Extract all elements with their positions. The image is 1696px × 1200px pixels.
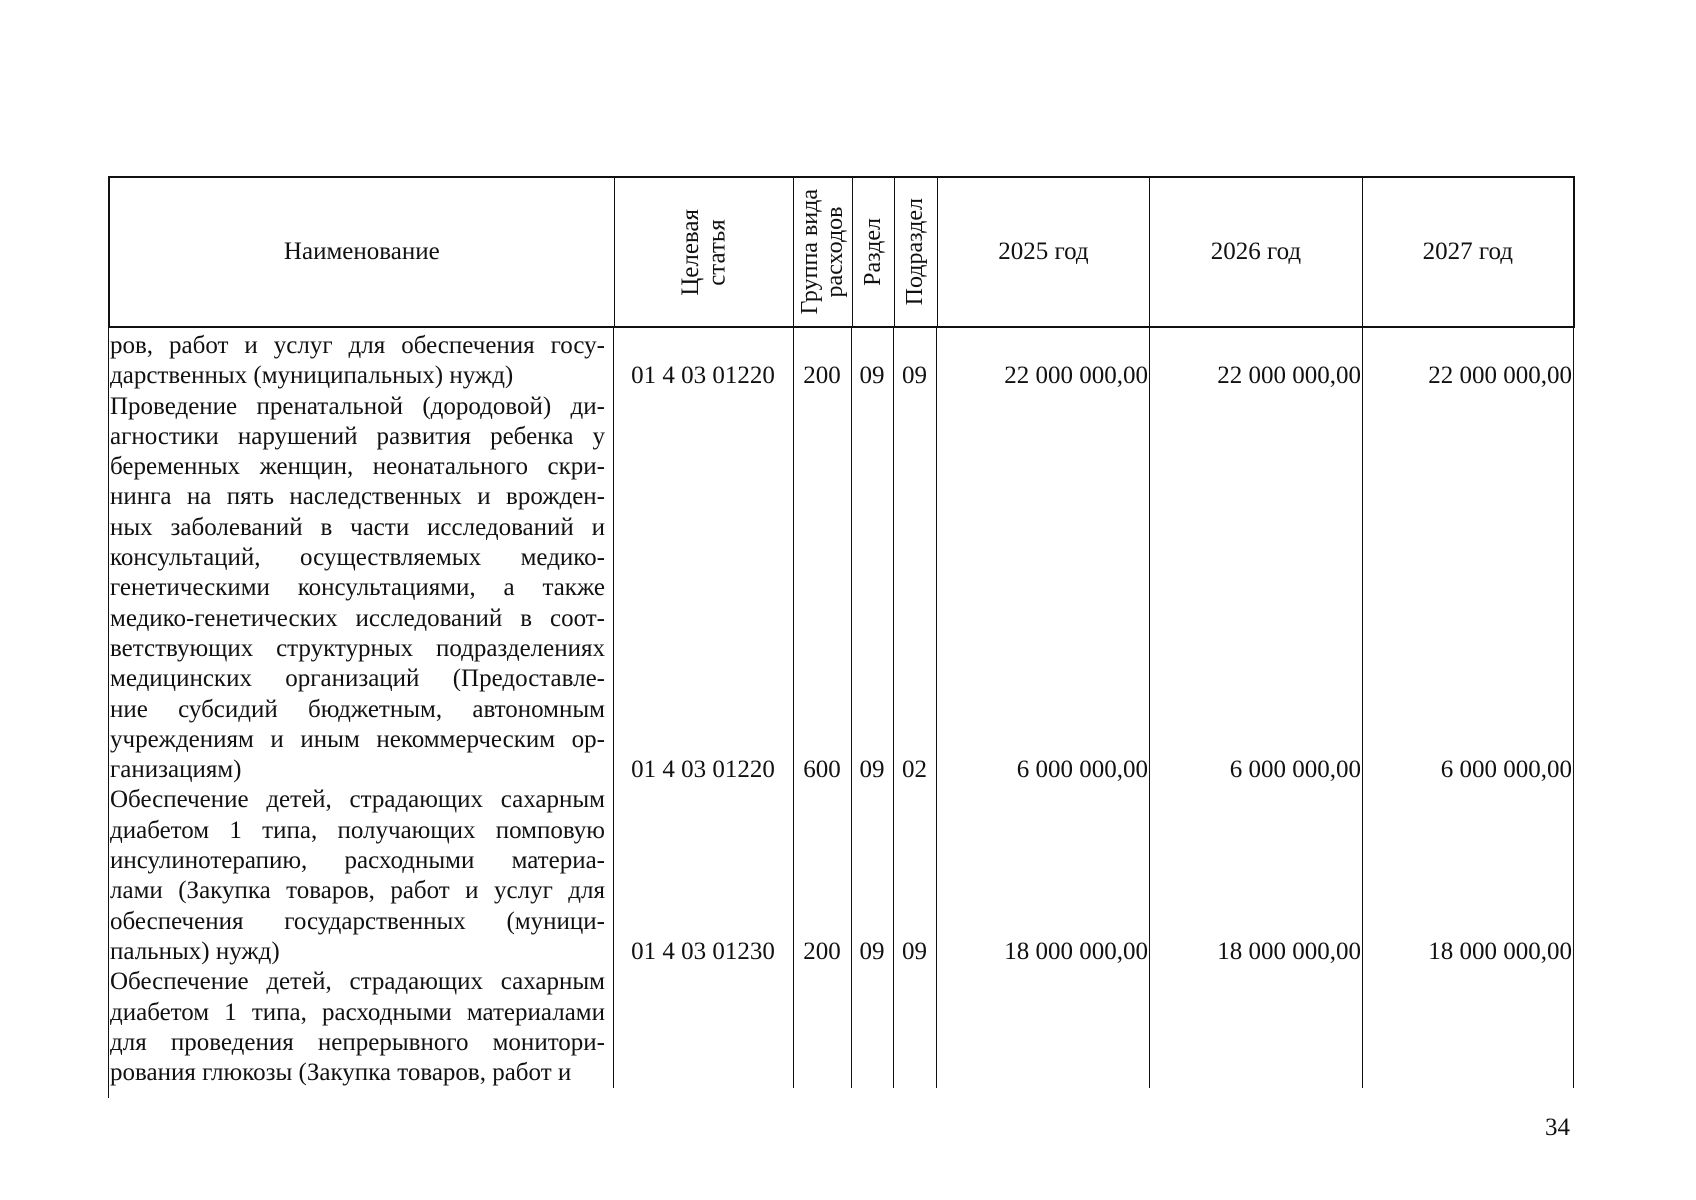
- section-cell: 09: [859, 756, 885, 784]
- col-rule-7: [1362, 328, 1363, 1088]
- col-rule-left: [108, 328, 109, 1098]
- name-line: инсулинотерапию, расходными материа-: [110, 847, 605, 875]
- name-column: [110, 331, 605, 1088]
- header-subsection: [895, 178, 938, 326]
- amount-2025-cell: 18 000 000,00: [1004, 938, 1148, 965]
- header-year-2027: [1363, 178, 1573, 326]
- name-line: медицинских организаций (Предоставле-: [110, 665, 605, 693]
- subsection-cell: 09: [902, 938, 927, 965]
- amount-2025-cell: 6 000 000,00: [1016, 756, 1148, 784]
- amount-2025-cell: 22 000 000,00: [1004, 362, 1148, 390]
- header-year-2026-text: 2026 год: [1210, 237, 1302, 265]
- name-line: Обеспечение детей, страдающих сахарным: [110, 786, 605, 814]
- table-header: [108, 176, 1575, 328]
- col-rule-3: [851, 328, 852, 1088]
- amount-2027-cell: 6 000 000,00: [1440, 756, 1572, 784]
- name-line: медико-генетических исследований в соот-: [110, 604, 605, 632]
- section-cell: 09: [859, 938, 885, 965]
- name-line: диабетом 1 типа, получающих помповую: [110, 816, 605, 844]
- header-name: [110, 178, 615, 326]
- name-line: лами (Закупка товаров, работ и услуг для: [110, 877, 605, 905]
- table-row-name: [110, 392, 605, 786]
- header-section-text: Раздел: [859, 218, 886, 286]
- subsection-cell: 09: [902, 362, 927, 390]
- expense-group-cell: 200: [803, 362, 841, 390]
- header-name-text: Наименование: [283, 237, 440, 265]
- target-article-cell: 01 4 03 01230: [631, 938, 775, 965]
- col-rule-1: [613, 328, 614, 1088]
- amount-2026-cell: 22 000 000,00: [1217, 362, 1361, 390]
- table-row-name: [110, 967, 605, 1088]
- name-line: учреждениям и иным некоммерческим ор-: [110, 725, 605, 753]
- name-line: ветствующих структурных подразделениях: [110, 634, 605, 662]
- name-line: нинга на пять наследственных и врожден-: [110, 483, 605, 511]
- header-target-article: [615, 178, 795, 326]
- name-line: ние субсидий бюджетным, автономным: [110, 695, 605, 723]
- header-expense-group-text: Группа вида расходов: [796, 189, 849, 315]
- name-line: ров, работ и услуг для обеспечения госу-: [110, 332, 605, 359]
- name-line: ганизациям): [110, 756, 242, 784]
- amount-2026-cell: 18 000 000,00: [1217, 938, 1361, 965]
- page-number: 34: [1545, 1114, 1570, 1141]
- name-line: ных заболеваний в части исследований и: [110, 513, 605, 541]
- amount-2027-cell: 22 000 000,00: [1428, 362, 1572, 390]
- name-line: Проведение пренатальной (дородовой) ди-: [110, 392, 605, 420]
- col-rule-5: [936, 328, 937, 1088]
- col-rule-6: [1149, 328, 1150, 1088]
- header-section: [853, 178, 895, 326]
- header-year-2025-text: 2025 год: [998, 237, 1089, 265]
- target-article-cell: 01 4 03 01220: [631, 362, 775, 390]
- amount-2027-cell: 18 000 000,00: [1428, 938, 1572, 965]
- header-expense-group: [794, 178, 853, 326]
- name-line: пальных) нужд): [110, 937, 280, 965]
- name-line: диабетом 1 типа, расходными материалами: [110, 998, 605, 1026]
- name-line: дарственных (муниципальных) нужд): [110, 362, 514, 390]
- header-target-article-text: Целевая статья: [676, 208, 730, 296]
- expense-group-cell: 200: [803, 938, 841, 965]
- amount-2026-cell: 6 000 000,00: [1229, 756, 1361, 784]
- name-line: для проведения непрерывного монитори-: [110, 1028, 605, 1056]
- table-row-name: [110, 331, 605, 392]
- col-rule-right: [1573, 328, 1574, 1088]
- header-year-2026: [1150, 178, 1362, 326]
- header-year-2027-text: 2027 год: [1422, 237, 1513, 265]
- target-article-cell: 01 4 03 01220: [631, 756, 775, 784]
- expense-group-cell: 600: [803, 756, 841, 784]
- section-cell: 09: [859, 362, 885, 390]
- col-rule-2: [793, 328, 794, 1088]
- name-line: консультаций, осуществляемых медико-: [110, 544, 605, 572]
- name-line: Обеспечение детей, страдающих сахарным: [110, 968, 605, 996]
- table-row-name: [110, 785, 605, 967]
- header-year-2025: [938, 178, 1150, 326]
- name-line: агностики нарушений развития ребенка у: [110, 422, 605, 450]
- name-line: генетическими консультациями, а также: [110, 574, 605, 602]
- name-line: обеспечения государственных (муници-: [110, 907, 605, 935]
- header-subsection-text: Подраздел: [902, 198, 929, 306]
- col-rule-4: [893, 328, 894, 1088]
- subsection-cell: 02: [902, 756, 927, 784]
- name-line: беременных женщин, неонатального скри-: [110, 453, 605, 481]
- name-line: рования глюкозы (Закупка товаров, работ и: [110, 1059, 572, 1087]
